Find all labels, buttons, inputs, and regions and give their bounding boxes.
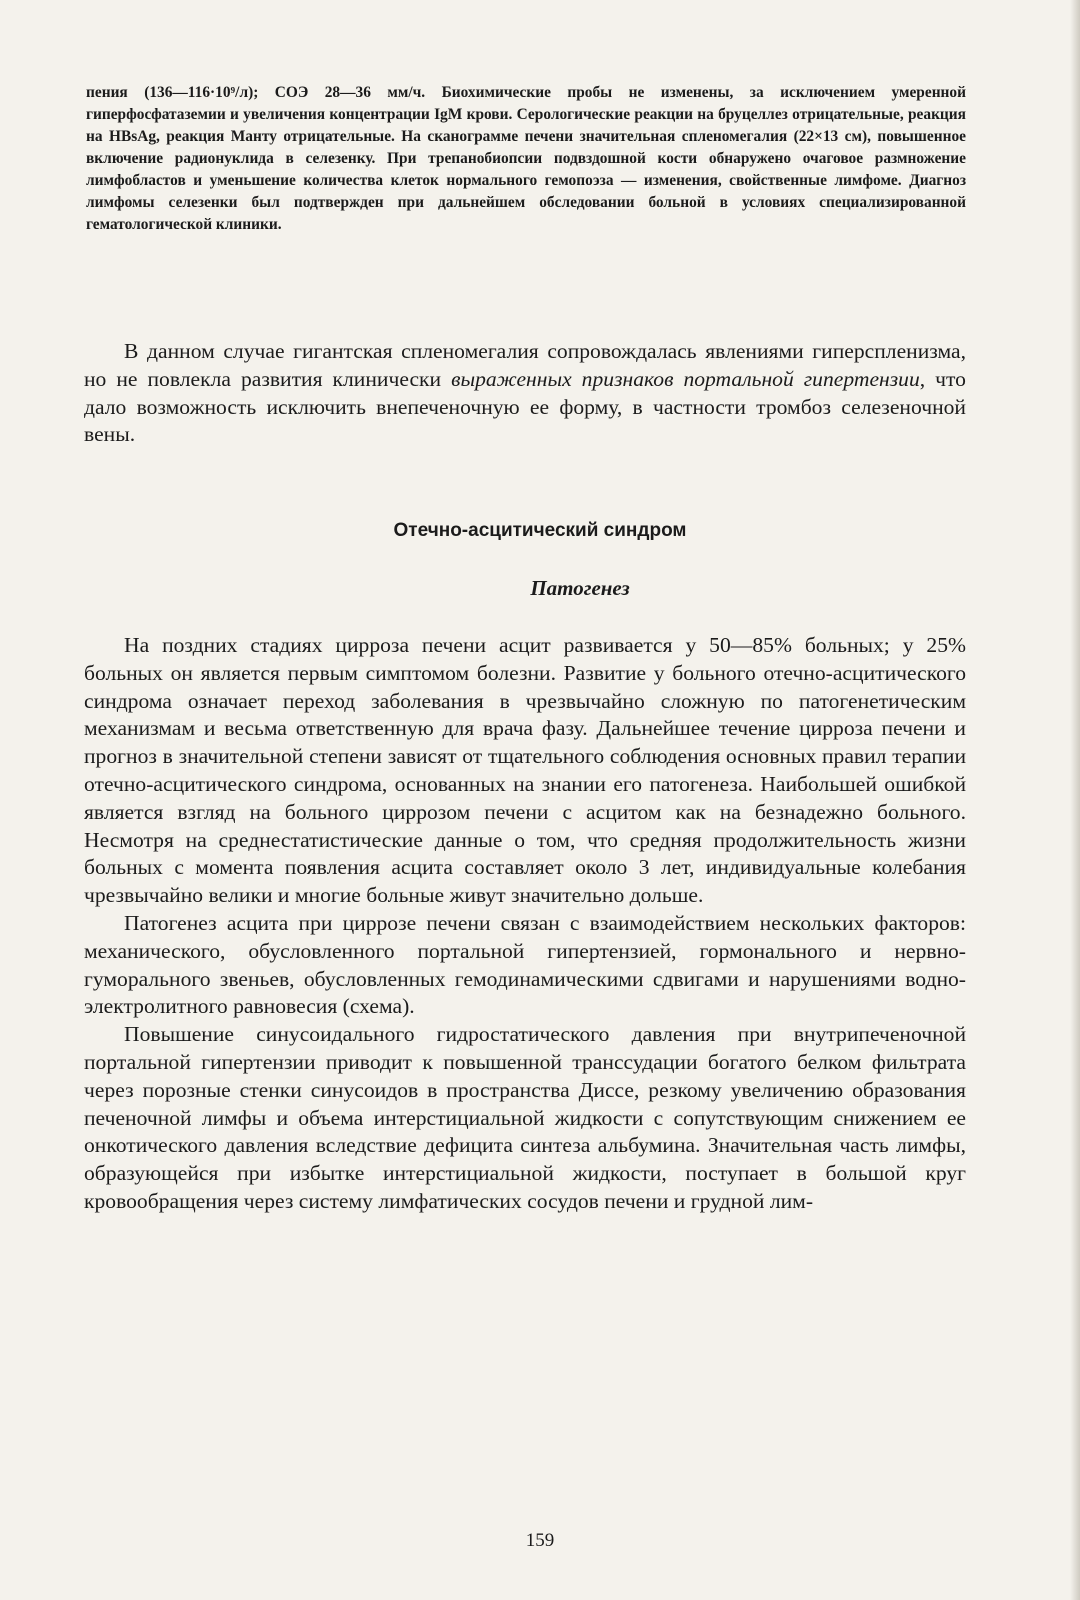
- body-paragraph: Повышение синусоидального гидростатического давления при внутрипеченочной портальной гипертензии приводит к повышенной транссудации богатого белком фильтрата через порозные стенки синусоидов в пространства Диссе, резкому увеличению образования печеночной лимфы и объема интерстициальной жидкости с сопутствующим снижением ее онкотического давления вследствие дефицита синтеза альбумина. Значительная часть лимфы, образующейся при избытке интерстициальной жидкости, поступает в большой круг кровообращения через систему лимфатических сосудов печени и грудной лим-: [84, 1022, 966, 1213]
- case-description-text: пения (136—116·10⁹/л); СОЭ 28—36 мм/ч. Биохимические пробы не изменены, за исключением умеренной гиперфосфатаземии и увеличения концентрации IgM крови. Серологические реакции на бруцеллез отрицательные, реакция на HBsAg, реакция Манту отрицательные. На сканограмме печени значительная спленомегалия (22×13 см), повышенное включение радионуклида в селезенку. При трепанобиопсии подвздошной кости обнаружено очаговое размножение лимфобластов и уменьшение количества клеток нормального гемопоэза — изменения, свойственные лимфоме. Диагноз лимфомы селезенки был подтвержден при дальнейшем обследовании больной в условиях специализированной гематологической клиники.: [86, 84, 966, 233]
- section-heading: Отечно-асцитический синдром: [393, 520, 687, 541]
- conclusion-paragraph: [84, 338, 966, 449]
- page-edge-shadow: [1070, 0, 1080, 1600]
- page-number: 159: [525, 1530, 555, 1551]
- case-description-block: [86, 82, 966, 236]
- subsection-heading: Патогенез: [530, 576, 630, 600]
- body-paragraph: Патогенез асцита при циррозе печени связан с взаимодействием нескольких факторов: механического, обусловленного портальной гипертензией, гормонального и нервно-гуморального звеньев, обусловленных гемодинамическими сдвигами и нарушениями водно-электролитного равновесия (схема).: [84, 910, 966, 1019]
- conclusion-text-italic: выраженных признаков портальной гипертензии: [451, 366, 920, 391]
- conclusion-text-part3: , что дало возможность исключить внепеченочную ее форму, в частности тромбоз селезеночной вены.: [84, 366, 966, 447]
- body-paragraph: На поздних стадиях цирроза печени асцит развивается у 50—85% больных; у 25% больных он является первым симптомом болезни. Развитие у больного отечно-асцитического синдрома означает переход заболевания в чрезвычайно сложную по патогенетическим механизмам и весьма ответственную для врача фазу. Дальнейшее течение цирроза печени и прогноз в значительной степени зависят от тщательного соблюдения основных правил терапии отечно-асцитического синдрома, основанных на знании его патогенеза. Наибольшей ошибкой является взгляд на больного циррозом печени с асцитом как на безнадежно больного. Несмотря на среднестатистические данные о том, что средняя продолжительность жизни больных с момента появления асцита составляет около 3 лет, индивидуальные колебания чрезвычайно велики и многие больные живут значительно дольше.: [84, 633, 966, 908]
- body-text: [84, 632, 966, 1216]
- conclusion-text-part1: В данном случае гигантская спленомегалия сопровождалась явлениями гиперспленизма, но не повлекла развития клинически: [84, 339, 966, 391]
